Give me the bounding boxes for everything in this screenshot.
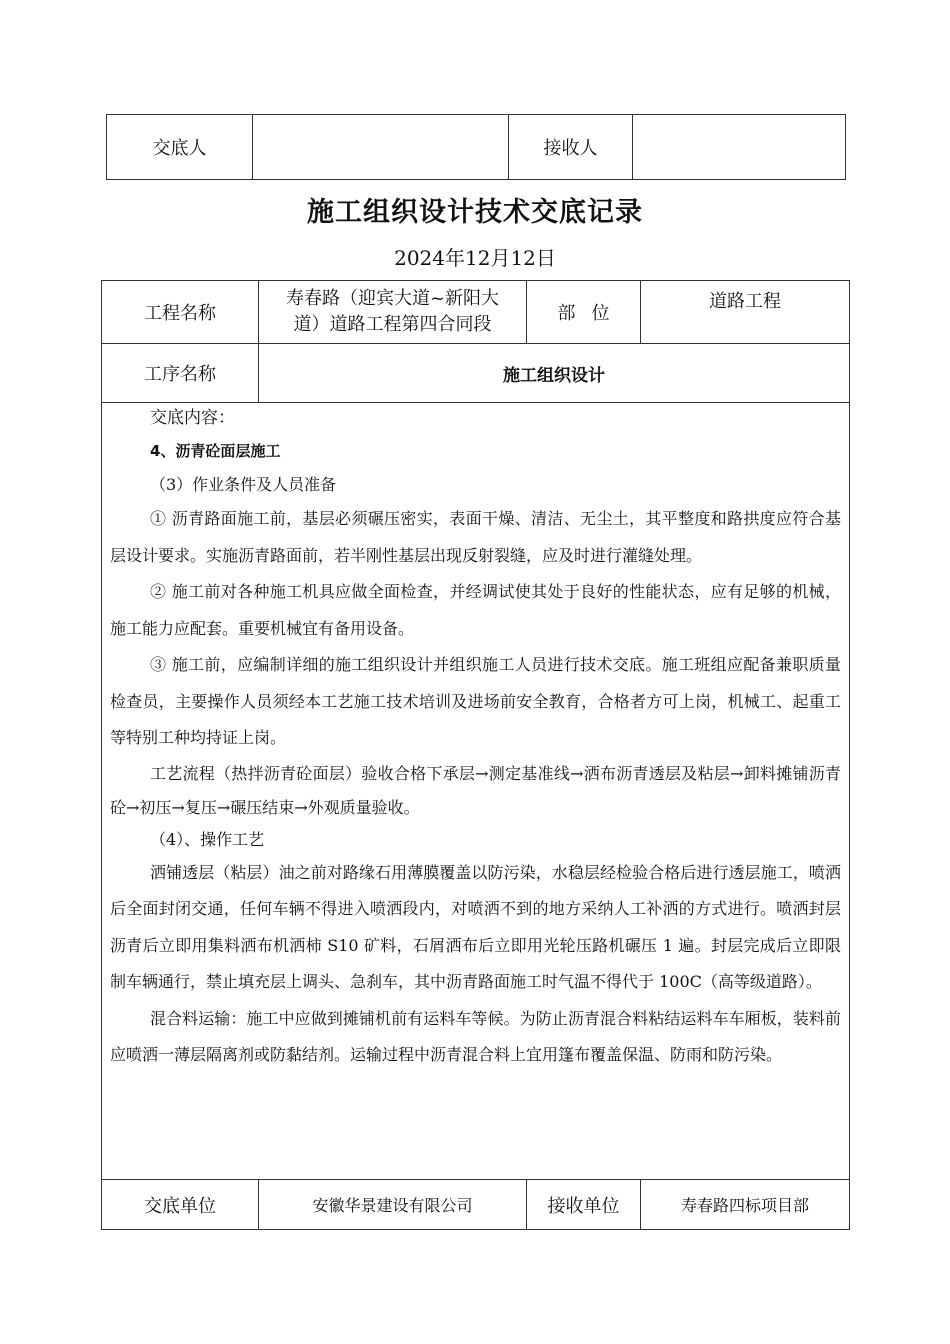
handover-person-label: 交底人 [107, 115, 253, 180]
handover-content [102, 403, 850, 1180]
paragraph-3: ③ 施工前，应编制详细的施工组织设计并组织施工人员进行技术交底。施工班组应配备兼职质量检查员，主要操作人员须经本工艺施工技术培训及进场前安全教育，合格者方可上岗，机械工、起重工等特别工种均持证上岗。 [110, 655, 841, 747]
receiver-person-field[interactable] [633, 115, 846, 180]
receiver-person-label: 接收人 [509, 115, 633, 180]
process-name-value: 施工组织设计 [259, 344, 850, 403]
receiver-unit-value: 寿春路四标项目部 [641, 1180, 850, 1230]
paragraph-6: 混合料运输：施工中应做到摊铺机前有运料车等候。为防止沥青混合料粘结运料车车厢板，装料前应喷洒一薄层隔离剂或防黏结剂。运输过程中沥青混合料上宜用篷布覆盖保温、防雨和防污染。 [110, 1008, 841, 1064]
paragraph-5: 洒铺透层（粘层）油之前对路缘石用薄膜覆盖以防污染，水稳层经检验合格后进行透层施工，喷洒后全面封闭交通，任何车辆不得进入喷洒段内，对喷洒不到的地方采纳人工补洒的方式进行。喷洒封层沥青后立即用集料洒布机洒柿 S10 矿料，石屑洒布后立即用光轮压路机碾压 1 遍。封层完成后立即限制车辆通行，禁止填充层上调头、急刹车，其中沥青路面施工时气温不得代于 100C（高等级道路）。 [110, 862, 841, 991]
project-name-value [259, 281, 527, 344]
subsection-conditions: （3）作业条件及人员准备 [150, 475, 337, 494]
handover-person-field[interactable] [253, 115, 509, 180]
paragraph-2: ② 施工前对各种施工机具应做全面检查，并经调试使其处于良好的性能状态，应有足够的机械，施工能力应配套。重要机械宜有备用设备。 [110, 582, 841, 638]
content-heading: 交底内容： [150, 408, 235, 428]
project-name-line-1: 寿春路（迎宾大道~新阳大 [285, 288, 500, 309]
document-title: 施工组织设计技术交底记录 [307, 197, 643, 228]
record-table [101, 280, 850, 1230]
project-name-label: 工程名称 [102, 281, 259, 344]
process-name-label: 工序名称 [102, 344, 259, 403]
position-label: 部位 [527, 281, 641, 344]
receiver-unit-label: 接收单位 [527, 1180, 641, 1230]
subsection-operation: （4）、操作工艺 [150, 829, 265, 849]
project-name-line-2: 道）道路工程第四合同段 [293, 314, 492, 335]
handover-unit-label: 交底单位 [102, 1180, 259, 1230]
position-value: 道路工程 [641, 281, 850, 344]
document-date: 2024年12月12日 [394, 246, 556, 270]
paragraph-process-flow: 工艺流程（热拌沥青砼面层）验收合格下承层→测定基准线→洒布沥青透层及粘层→卸料摊铺沥青砼→初压→复压→碾压结束→外观质量验收。 [110, 763, 841, 817]
signature-table [106, 114, 846, 180]
handover-unit-value: 安徽华景建设有限公司 [259, 1180, 527, 1230]
paragraph-1: ① 沥青路面施工前，基层必须碾压密实，表面干燥、清洁、无尘土，其平整度和路拱度应符合基层设计要求。实施沥青路面前，若半刚性基层出现反射裂缝，应及时进行灌缝处理。 [110, 509, 841, 565]
section-title: 4、沥青砼面层施工 [150, 442, 281, 460]
